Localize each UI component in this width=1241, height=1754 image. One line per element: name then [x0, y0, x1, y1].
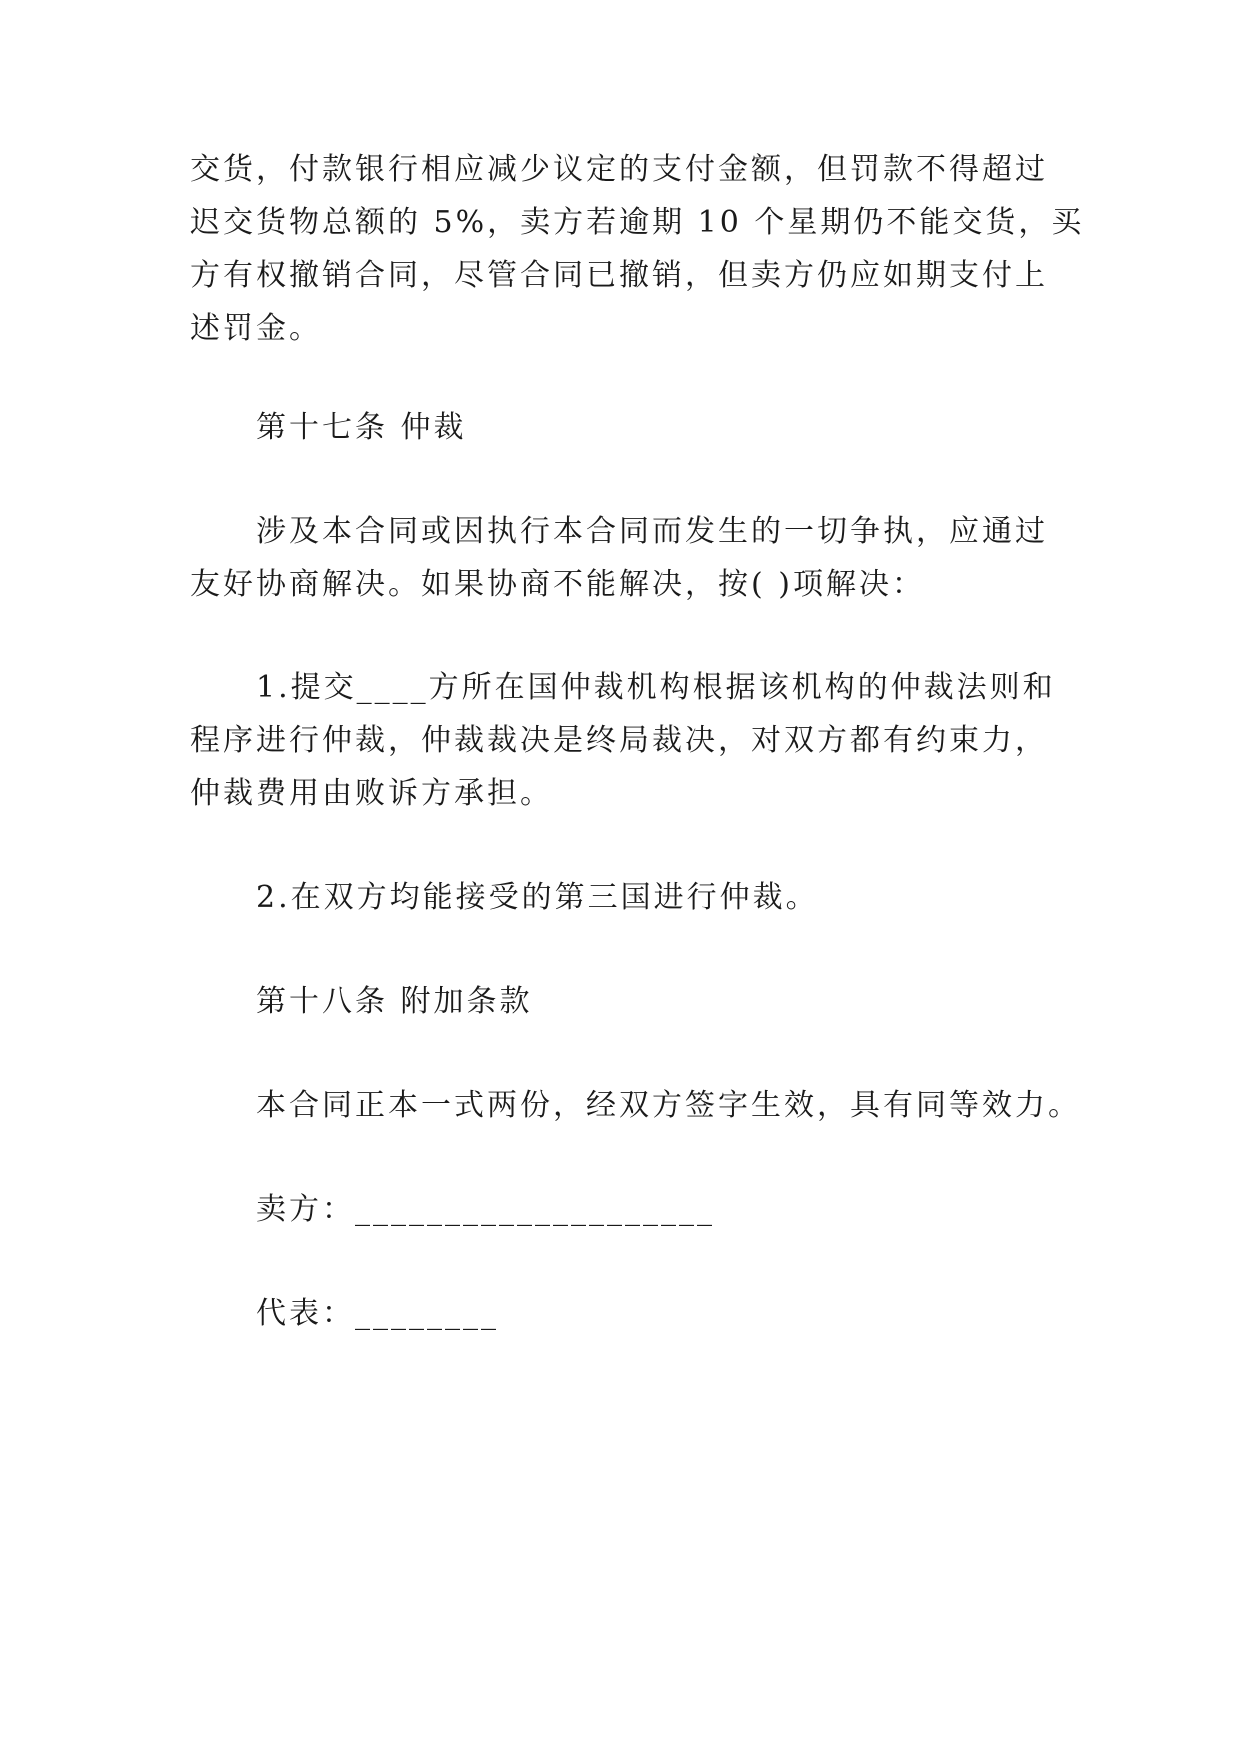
- body-text-line: 述罚金。: [190, 311, 322, 346]
- representative-signature-line: 代表：________: [256, 1296, 499, 1331]
- seller-signature-line: 卖方：____________________: [256, 1192, 715, 1227]
- section-heading-18: 第十八条 附加条款: [256, 984, 533, 1019]
- body-text-line: 本合同正本一式两份，经双方签字生效，具有同等效力。: [256, 1088, 1081, 1123]
- body-text-line: 程序进行仲裁，仲裁裁决是终局裁决，对双方都有约束力，: [190, 723, 1048, 758]
- section-heading-17: 第十七条 仲裁: [256, 410, 467, 445]
- body-text-line: 方有权撤销合同，尽管合同已撤销，但卖方仍应如期支付上: [190, 258, 1048, 293]
- body-text-line: 仲裁费用由败诉方承担。: [190, 776, 553, 811]
- body-text-line: 迟交货物总额的 5%，卖方若逾期 10 个星期仍不能交货，买: [190, 205, 1085, 240]
- body-text-line: 交货，付款银行相应减少议定的支付金额，但罚款不得超过: [190, 152, 1048, 187]
- body-text-line: 友好协商解决。如果协商不能解决，按( )项解决：: [190, 567, 925, 602]
- clause-item-1: 1.提交____方所在国仲裁机构根据该机构的仲裁法则和: [256, 670, 1056, 705]
- body-text-line: 涉及本合同或因执行本合同而发生的一切争执，应通过: [256, 514, 1048, 549]
- clause-item-2: 2.在双方均能接受的第三国进行仲裁。: [256, 880, 819, 915]
